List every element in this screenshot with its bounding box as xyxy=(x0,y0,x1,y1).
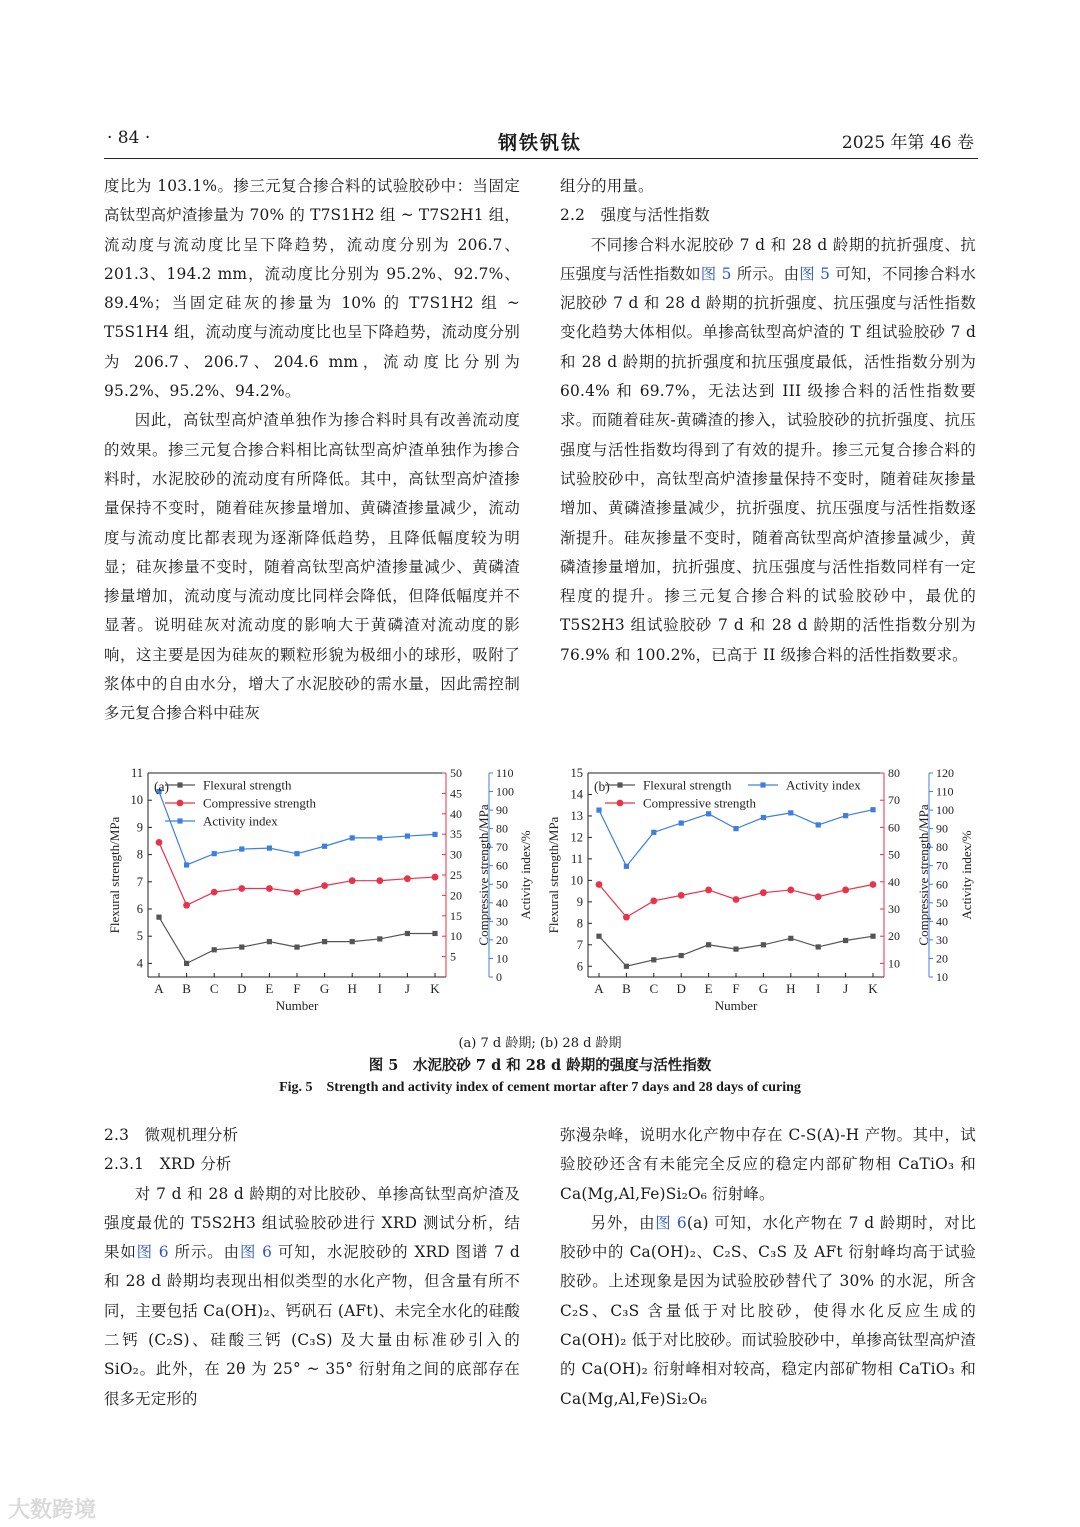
data-point xyxy=(788,936,793,941)
tick-label-right-1: 10 xyxy=(450,929,462,944)
y-axis-label-right-1: Compressive strength/MPa xyxy=(916,804,931,946)
tick-label-x: G xyxy=(758,981,769,996)
tick-label-right-2: 50 xyxy=(936,895,948,910)
tick-label-x: I xyxy=(816,981,821,996)
tick-label-x: D xyxy=(237,981,247,996)
tick-label-right-1: 50 xyxy=(450,766,462,780)
data-point xyxy=(705,887,712,894)
data-point xyxy=(376,877,383,884)
figure-ref-link[interactable]: 图 5 xyxy=(700,264,732,283)
data-point xyxy=(651,957,656,962)
chart-panel-b xyxy=(540,762,978,1024)
tick-label-x: E xyxy=(265,981,274,996)
figure-ref-link[interactable]: 图 6 xyxy=(239,1243,273,1262)
tick-label-right-2: 20 xyxy=(936,951,948,966)
tick-label-left: 11 xyxy=(130,766,143,780)
data-point xyxy=(212,851,217,856)
tick-label-left: 12 xyxy=(570,830,583,845)
data-point xyxy=(706,942,711,947)
data-point xyxy=(267,939,272,944)
data-point xyxy=(623,914,630,921)
tick-label-left: 10 xyxy=(570,873,583,888)
data-point xyxy=(679,953,684,958)
data-point xyxy=(706,811,711,816)
data-point xyxy=(678,892,685,899)
data-point xyxy=(432,874,439,881)
tick-label-x: C xyxy=(209,981,219,996)
tick-label-right-1: 15 xyxy=(450,908,462,923)
right-column-bottom xyxy=(560,1121,976,1414)
tick-label-left: 7 xyxy=(576,937,583,952)
data-point xyxy=(596,807,601,812)
legend-label: Compressive strength xyxy=(643,795,757,811)
tick-label-left: 10 xyxy=(130,793,143,808)
tick-label-right-1: 20 xyxy=(888,929,900,944)
tick-label-x: B xyxy=(622,981,631,996)
data-point xyxy=(238,885,245,892)
tick-label-right-1: 60 xyxy=(888,820,900,835)
legend-marker xyxy=(177,818,182,823)
data-point xyxy=(596,934,601,939)
chart-panel-a xyxy=(104,762,540,1024)
tick-label-right-2: 80 xyxy=(936,840,948,855)
data-point xyxy=(815,893,822,900)
tick-label-right-2: 60 xyxy=(936,877,948,892)
data-point xyxy=(624,864,629,869)
data-point xyxy=(733,826,738,831)
tick-label-right-2: 110 xyxy=(936,784,954,799)
tick-label-left: 8 xyxy=(136,847,143,862)
data-point xyxy=(350,939,355,944)
data-point xyxy=(377,936,382,941)
figure-subcaption: (a) 7 d 龄期; (b) 28 d 龄期 xyxy=(458,1036,622,1051)
paragraph: 不同掺合料水泥胶砂 7 d 和 28 d 龄期的抗折强度、抗压强度与活性指数如图 5 所示。由图 5 可知，不同掺合料水泥胶砂 7 d 和 28 d 龄期的抗折强度、抗压强度与活性指数变化趋势大体相似。单掺高钛型高炉渣的 T 组试验胶砂 7 d 和 28 d 龄期的抗折强度和抗压强度最低，活性指数分别为 60.4% 和 69.7%，无法达到 III 级掺合料的活性指数要求。而随着硅灰-黄磷渣的掺入，试验胶砂的抗折强度、抗压强度与活性指数均得到了有效的提升。掺三元复合掺合料的试验胶砂中，高钛型高炉渣掺量保持不变时，随着硅灰掺量增加、黄磷渣掺量减少，抗折强度、抗压强度与活性指数逐渐提升。硅灰掺量不变时，随着高钛型高炉渣掺量减少，黄磷渣掺量增加，抗折强度、抗压强度与活性指数同样有一定程度的提升。掺三元复合掺合料的试验胶砂中，最优的 T5S2H3 组试验胶砂 7 d 和 28 d 龄期的活性指数分别为 76.9% 和 100.2%，已高于 II 级掺合料的活性指数要求。 xyxy=(560,235,976,664)
data-point xyxy=(843,938,848,943)
data-point xyxy=(322,939,327,944)
y-axis-label-right-1: Compressive strength/MPa xyxy=(476,804,491,946)
data-point xyxy=(184,862,189,867)
paragraph: 因此，高钛型高炉渣单独作为掺合料时具有改善流动度的效果。掺三元复合掺合料相比高钛型高炉渣单独作为掺合料时，水泥胶砂的流动度有所降低。其中，高钛型高炉渣掺量保持不变时，随着硅灰掺量增加、黄磷渣掺量减少，流动度与流动度比都表现为逐渐降低趋势，且降低幅度较为明显；硅灰掺量不变时，随着高钛型高炉渣掺量减少、黄磷渣掺量增加，流动度与流动度比同样会降低，但降低幅度并不显著。说明硅灰对流动度的影响大于黄磷渣对流动度的影响，这主要是因为硅灰的颗粒形貌为极细小的球形，吸附了浆体中的自由水分，增大了水泥胶砂的需水量，因此需控制多元复合掺合料中硅灰 xyxy=(104,411,520,723)
data-point xyxy=(870,807,875,812)
tick-label-left: 5 xyxy=(136,929,143,944)
data-point xyxy=(294,889,301,896)
series-line-activity-index xyxy=(599,810,873,867)
tick-label-right-1: 80 xyxy=(888,766,900,780)
tick-label-left: 4 xyxy=(136,956,143,971)
legend-label: Activity index xyxy=(786,777,861,793)
legend-marker xyxy=(617,782,622,787)
tick-label-x: K xyxy=(430,981,440,996)
tick-label-x: G xyxy=(319,981,330,996)
tick-label-right-2: 0 xyxy=(496,970,502,984)
tick-label-right-2: 40 xyxy=(496,895,508,910)
tick-label-right-2: 120 xyxy=(936,766,954,780)
tick-label-right-2: 90 xyxy=(936,821,948,836)
watermark: 大数跨境 xyxy=(8,1498,97,1523)
tick-label-x: E xyxy=(704,981,713,996)
tick-label-right-2: 40 xyxy=(936,914,948,929)
tick-label-x: J xyxy=(404,981,410,996)
data-point xyxy=(184,961,189,966)
tick-label-x: A xyxy=(594,981,604,996)
data-point xyxy=(267,846,272,851)
data-point xyxy=(350,835,355,840)
tick-label-right-2: 90 xyxy=(496,803,508,818)
left-column-bottom xyxy=(104,1121,520,1414)
tick-label-right-2: 70 xyxy=(936,858,948,873)
figure-ref-link[interactable]: 图 5 xyxy=(799,264,831,283)
paragraph: 对 7 d 和 28 d 龄期的对比胶砂、单掺高钛型高炉渣及强度最优的 T5S2H3 组试验胶砂进行 XRD 测试分析，结果如图 6 所示。由图 6 可知，水泥胶砂的 XRD 图谱 7 d 和 28 d 龄期均表现出相似类型的水化产物，但含量有所不同，主要包括 Ca(OH)₂、钙矾石 (AFt)、未完全水化的硅酸二钙 (C₂S)、硅酸三钙 (C₃S) 及大量由标准砂引入的 SiO₂。此外，在 2θ 为 25° ~ 35° 衍射角之间的底部存在很多无定形的 xyxy=(104,1184,520,1408)
tick-label-right-2: 100 xyxy=(496,784,514,799)
data-point xyxy=(239,846,244,851)
data-point xyxy=(405,833,410,838)
data-point xyxy=(679,820,684,825)
data-point xyxy=(156,839,163,846)
data-point xyxy=(212,947,217,952)
figure-ref-link[interactable]: 图 6 xyxy=(136,1243,169,1262)
tick-label-x: J xyxy=(843,981,849,996)
data-point xyxy=(842,887,849,894)
data-point xyxy=(843,813,848,818)
tick-label-left: 9 xyxy=(576,894,583,909)
tick-label-right-2: 50 xyxy=(496,877,508,892)
tick-label-x: F xyxy=(732,981,740,996)
data-point xyxy=(816,822,821,827)
legend-marker xyxy=(760,782,765,787)
tick-label-right-2: 70 xyxy=(496,840,508,855)
data-point xyxy=(760,889,767,896)
tick-label-x: D xyxy=(676,981,686,996)
tick-label-x: H xyxy=(347,981,357,996)
data-point xyxy=(870,934,875,939)
panel-label: (a) xyxy=(154,779,169,794)
data-point xyxy=(405,931,410,936)
data-point xyxy=(733,896,740,903)
data-point xyxy=(788,810,793,815)
legend-marker xyxy=(177,800,184,807)
data-point xyxy=(733,946,738,951)
data-point xyxy=(294,944,299,949)
paragraph: 组分的用量。 xyxy=(560,177,654,195)
tick-label-right-2: 20 xyxy=(496,932,508,947)
data-point xyxy=(870,881,877,888)
data-point xyxy=(322,844,327,849)
data-point xyxy=(761,942,766,947)
legend-label: Flexural strength xyxy=(643,777,732,793)
tick-label-x: B xyxy=(182,981,191,996)
right-column-top xyxy=(560,172,976,670)
tick-label-right-2: 10 xyxy=(936,970,948,984)
paragraph: 度比为 103.1%。掺三元复合掺合料的试验胶砂中：当固定高钛型高炉渣掺量为 70% 的 T7S1H2 组 ~ T7S2H1 组，流动度与流动度比呈下降趋势，流动度分别为 206.7、201.3、194.2 mm，流动度比分别为 95.2%、92.7%、89.4%；当固定硅灰的掺量为 10% 的 T7S1H2 组 ~ T5S1H4 组，流动度与流动度比也呈下降趋势，流动度分别为 206.7、206.7、204.6 mm，流动度比分别为 95.2%、95.2%、94.2%。 xyxy=(104,177,520,401)
journal-title: 钢铁钒钛 xyxy=(497,132,582,154)
tick-label-right-2: 30 xyxy=(936,932,948,947)
tick-label-right-1: 40 xyxy=(888,874,900,889)
x-axis-label: Number xyxy=(275,998,319,1013)
tick-label-right-1: 45 xyxy=(450,786,462,801)
header-rule xyxy=(104,158,978,159)
data-point xyxy=(761,815,766,820)
legend-marker xyxy=(617,800,624,807)
tick-label-right-1: 40 xyxy=(450,806,462,821)
paragraph: 另外，由图 6(a) 可知，水化产物在 7 d 龄期时，对比胶砂中的 Ca(OH)₂、C₂S、C₃S 及 AFt 衍射峰均高于试验胶砂。上述现象是因为试验胶砂替代了 30% 的水泥，所含 C₂S、C₃S 含量低于对比胶砂，使得水化反应生成的 Ca(OH)₂ 低于对比胶砂。而试验胶砂中，单掺高钛型高炉渣的 Ca(OH)₂ 衍射峰相对较高，稳定内部矿物相 CaTiO₃ 和 Ca(Mg,Al,Fe)Si₂O₆ xyxy=(560,1213,976,1408)
tick-label-right-1: 30 xyxy=(450,847,462,862)
tick-label-right-2: 60 xyxy=(496,858,508,873)
tick-label-x: C xyxy=(649,981,659,996)
figure-caption-en: Fig. 5 Strength and activity index of cement mortar after 7 days and 28 days of curing xyxy=(279,1080,801,1095)
tick-label-x: H xyxy=(786,981,796,996)
data-point xyxy=(650,897,657,904)
y-axis-label-right-2: Activity index/% xyxy=(518,830,533,920)
tick-label-x: F xyxy=(293,981,301,996)
legend-label: Flexural strength xyxy=(203,777,292,793)
tick-label-left: 6 xyxy=(136,902,143,916)
tick-label-right-1: 50 xyxy=(888,847,900,862)
data-point xyxy=(156,915,161,920)
data-point xyxy=(183,902,190,909)
data-point xyxy=(349,877,356,884)
series-line-flexural-strength xyxy=(159,917,435,963)
data-point xyxy=(266,885,273,892)
tick-label-x: I xyxy=(377,981,382,996)
legend-label: Activity index xyxy=(203,813,278,829)
figure-ref-link[interactable]: 图 6 xyxy=(655,1213,687,1232)
data-point xyxy=(321,882,328,889)
y-axis-label-right-2: Activity index/% xyxy=(959,830,974,920)
data-point xyxy=(816,944,821,949)
data-point xyxy=(596,881,603,888)
tick-label-left: 13 xyxy=(570,808,583,823)
tick-label-right-1: 5 xyxy=(450,949,456,964)
tick-label-right-2: 10 xyxy=(496,951,508,966)
legend-label: Compressive strength xyxy=(203,795,317,811)
volume-label: 2025 年第 46 卷 xyxy=(841,133,974,153)
data-point xyxy=(404,875,411,882)
tick-label-right-2: 80 xyxy=(496,821,508,836)
left-column-top xyxy=(104,172,520,729)
y-axis-label-left: Flexural strength/MPa xyxy=(107,816,122,934)
tick-label-right-1: 35 xyxy=(450,827,462,842)
paragraph: 弥漫杂峰，说明水化产物中存在 C-S(A)-H 产物。其中，试验胶砂还含有未能完全反应的稳定内部矿物相 CaTiO₃ 和 Ca(Mg,Al,Fe)Si₂O₆ 衍射峰。 xyxy=(560,1126,976,1203)
subsection-heading: 2.3.1 XRD 分析 xyxy=(104,1155,232,1174)
tick-label-right-1: 30 xyxy=(888,902,900,916)
data-point xyxy=(624,964,629,969)
tick-label-left: 11 xyxy=(570,851,583,866)
tick-label-right-2: 100 xyxy=(936,803,954,818)
tick-label-right-2: 30 xyxy=(496,914,508,929)
section-heading: 2.3 微观机理分析 xyxy=(104,1126,239,1144)
tick-label-right-2: 110 xyxy=(496,766,514,780)
data-point xyxy=(211,889,218,896)
panel-label: (b) xyxy=(594,779,610,794)
figure-caption-cn: 图 5 水泥胶砂 7 d 和 28 d 龄期的强度与活性指数 xyxy=(368,1057,712,1074)
data-point xyxy=(239,944,244,949)
tick-label-left: 7 xyxy=(136,874,143,889)
tick-label-left: 9 xyxy=(136,820,143,835)
tick-label-right-1: 10 xyxy=(888,956,900,971)
data-point xyxy=(432,931,437,936)
x-axis-label: Number xyxy=(714,998,758,1013)
tick-label-right-1: 25 xyxy=(450,868,462,882)
data-point xyxy=(377,835,382,840)
data-point xyxy=(294,851,299,856)
figure-5 xyxy=(104,762,978,1027)
tick-label-left: 8 xyxy=(576,916,583,931)
tick-label-right-1: 20 xyxy=(450,888,462,903)
tick-label-x: K xyxy=(868,981,878,996)
legend-marker xyxy=(177,782,182,787)
tick-label-left: 15 xyxy=(570,766,583,780)
data-point xyxy=(787,887,794,894)
tick-label-left: 6 xyxy=(576,959,583,974)
tick-label-x: A xyxy=(154,981,164,996)
data-point xyxy=(651,830,656,835)
data-point xyxy=(432,832,437,837)
tick-label-left: 14 xyxy=(570,787,583,802)
tick-label-right-1: 70 xyxy=(888,793,900,808)
section-heading: 2.2 强度与活性指数 xyxy=(560,206,710,225)
page-number: · 84 · xyxy=(107,128,151,148)
y-axis-label-left: Flexural strength/MPa xyxy=(546,816,561,934)
